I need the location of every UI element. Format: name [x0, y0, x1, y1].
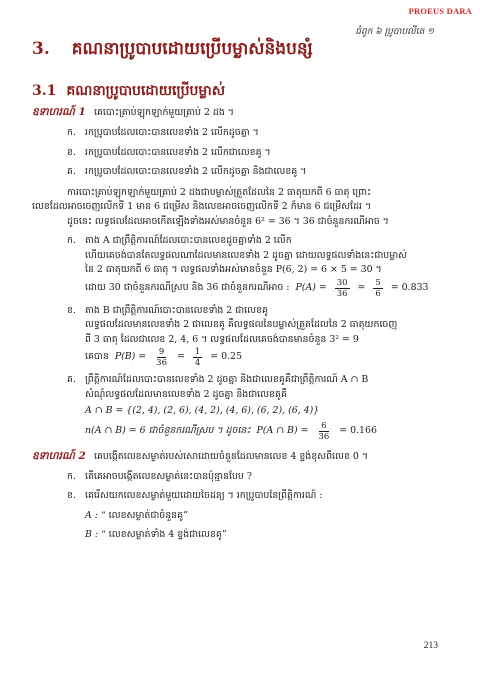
example2-label: ឧទាហរណ៍ 2 [32, 449, 86, 462]
fraction: $\frac{9}{36}$ [156, 347, 167, 368]
example2-header [32, 450, 446, 465]
example2-question: ក. តើគេអាចបង្កើតលេខសម្ងាត់នេះបានប៉ុន្មានបែប ? [67, 470, 252, 482]
chapter-header: ជំពូក ៦ ប្រូបាបលីតេ ១ [355, 27, 434, 37]
answer-b: ខ. តាង B ជាព្រឹត្តិការណ៍បោះបានលេខទាំង 2 ជាលេខគូ [67, 304, 268, 316]
fraction: $\frac{30}{36}$ [336, 277, 348, 299]
event-item: A : “ លេខសម្ងាត់ជាចំនួនគូ” [85, 509, 188, 521]
answer-c-body: សំណុំលទ្ធផលដែលមានលេខទាំង 2 ដូចគ្នា និងជាលេខគូគឺ A ∩ B = {(2, 4), (2, 6), (4, 2), (4, 6), (6, 2), (6, 4)} n(A ∩ B) = 6 ជាចំនួនករណីស្រប ។ ដូចនេះ P(A ∩ B) = $\frac{6}{36}$ = 0.166 [85, 388, 446, 442]
section-heading [32, 38, 446, 63]
brand-badge: PROEUS DARA [408, 6, 472, 16]
example1-label: ឧទាហរណ៍ 1 [32, 106, 86, 118]
example1-header [32, 106, 446, 121]
example1-question: គ. រកប្រូបាបដែលបោះបានលេខទាំង 2 លើកដូចគ្នា និងជាលេខគូ ។ [67, 166, 307, 177]
formula-pab: P(A ∩ B) = [256, 424, 309, 436]
example1-explanation: ការបោះគ្រាប់ឡុកឡាក់មួយគ្រាប់ 2 ដងជាបម្លាស់ត្រួតដែលនៃ 2 ធាតុយកពី 6 ធាតុ ព្រោះ លេខដែលអាចចេញលើកទី 1 មាន 6 ជម្រើស និងលេខអាចចេញលើកទី 2 ក៏មាន 6 ជម្រើសដែរ ។ ដូចនេះ លទ្ធផលដែលអាចកើតឡើងទាំងអស់មានចំនួន 6² = 36 ។ 36 ជាចំនួនករណីអាច ។ [32, 186, 389, 227]
answer-a: ក. តាង A ជាព្រឹត្តិការណ៍ដែលបោះបានលេខដូចគ្នាទាំង 2 លើក [67, 235, 292, 246]
section-number: 3. [32, 39, 50, 59]
subsection-title: គណនាប្រូបាបដោយប្រើបម្លាស់ [66, 83, 226, 99]
event-item: B : “ លេខសម្ងាត់ទាំង 4 ខ្ទង់ជាលេខគូ” [85, 529, 227, 540]
fraction: $\frac{5}{6}$ [375, 277, 381, 299]
section-title: គណនាប្រូបាបដោយប្រើបម្លាស់និងបន្សំ [71, 39, 313, 59]
formula-pb: P(B) = [114, 351, 147, 363]
answer-a-body: ហើយគេចង់បានតែលទ្ធផលណាដែលមានលេខទាំង 2 ដូចគ្នា ដោយលទ្ធផលទាំងនេះជាបម្លាស់ នៃ 2 ធាតុយកពី 6 ធាតុ ។ លទ្ធផលទាំងអស់មានចំនួន P(6, 2) = 6 × 5 = 30 ។ ដោយ 30 ជាចំនួនករណីស្រប និង 36 ជាចំនួនករណីអាច : P(A) = $\frac{30}{36}$ = $\frac{5}{6}$ = 0.833 [85, 249, 429, 299]
fraction: $\frac{1}{4}$ [194, 347, 201, 368]
page-content [32, 38, 446, 548]
example2-intro: គេបង្កើតលេខសម្ងាត់របស់សោដោយចំនួនដែលមានលេខ 4 ខ្ទង់ខុសពីលេខ 0 ។ [94, 450, 369, 462]
page-number: 213 [423, 641, 438, 651]
set-a-intersect-b: A ∩ B = {(2, 4), (2, 6), (4, 2), (4, 6), (6, 2), (6, 4)} [85, 405, 320, 416]
example1-intro: គេបោះគ្រាប់ឡុកឡាក់មួយគ្រាប់ 2 ដង ។ [94, 107, 234, 118]
subsection-number: 3.1 [32, 83, 57, 99]
subsection-heading [32, 81, 446, 102]
example1-question: ក. រកប្រូបាបដែលបោះបានលេខទាំង 2 លើកដូចគ្នា ។ [67, 127, 259, 138]
answer-b-body: លទ្ធផលដែលមានលេខទាំង 2 ជាលេខគូ គឺលទ្ធផលនៃបម្លាស់ត្រួតដែលនៃ 2 ធាតុយកចេញ ពី 3 ធាតុ ដែលជាលេខ 2, 4, 6 ។ លទ្ធផលដែលគេចង់បានមានចំនួន 3² = 9 គេបាន P(B) = $\frac{9}{36}$ = $\frac{1}{4}$ = 0.25 [85, 319, 398, 368]
formula-pa: P(A) = [295, 281, 327, 293]
example1-question: ខ. រកប្រូបាបដែលបោះបានលេខទាំង 2 លើកជាលេខគូ ។ [67, 146, 271, 158]
example2-question: ខ. គេរើសយកលេខសម្ងាត់មួយដោយចៃដន្យ ។ រកប្រូបាបនៃព្រឹត្តិការណ៍ : [67, 490, 323, 501]
answer-c: គ. ព្រឹត្តិការណ៍ដែលបោះបានលេខទាំង 2 ដូចគ្នា និងជាលេខគូគឺជាព្រឹត្តិការណ៍ A ∩ B [67, 374, 369, 385]
event-list [85, 509, 446, 543]
fraction: $\frac{6}{36}$ [318, 420, 330, 442]
